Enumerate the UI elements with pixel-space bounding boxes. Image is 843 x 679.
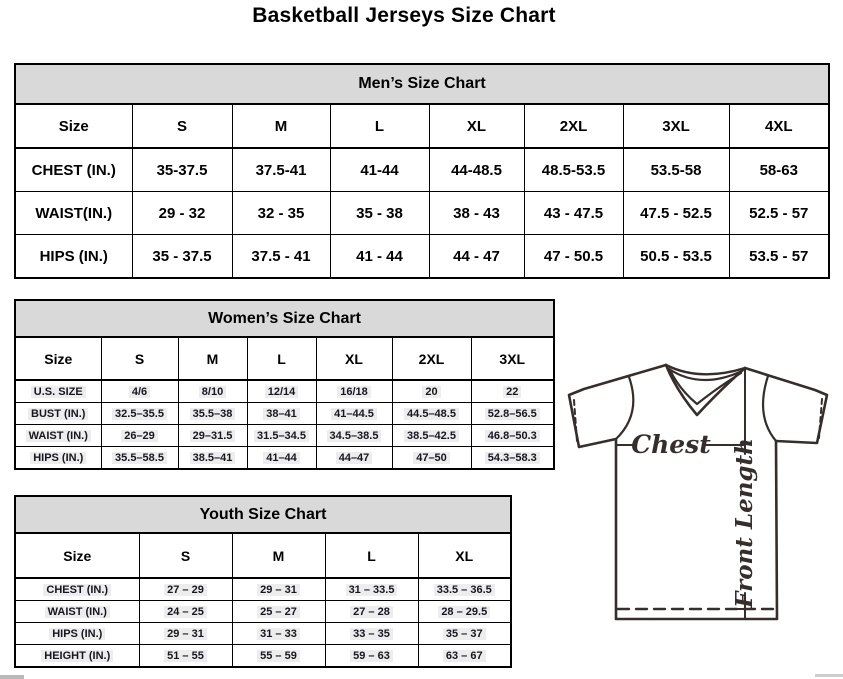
size-value: 51 – 55 xyxy=(164,650,207,662)
size-cell xyxy=(325,601,418,623)
size-cell xyxy=(392,403,471,425)
size-value: 38.5–42.5 xyxy=(404,430,459,442)
header-cell: XL xyxy=(418,533,511,578)
size-value: 63 – 67 xyxy=(443,650,486,662)
size-value: 41–44 xyxy=(263,452,300,464)
size-cell: 52.5 - 57 xyxy=(729,192,829,235)
size-cell: 44-48.5 xyxy=(429,148,524,192)
size-cell xyxy=(392,380,471,403)
table-row xyxy=(15,623,511,645)
size-value: 38.5–41 xyxy=(190,452,236,464)
size-cell: 48.5-53.5 xyxy=(524,148,623,192)
header-cell: 4XL xyxy=(729,104,829,148)
size-cell xyxy=(232,645,325,668)
size-cell xyxy=(325,623,418,645)
size-value: 29 – 31 xyxy=(257,584,300,596)
size-value: 35 – 37 xyxy=(443,628,486,640)
size-cell xyxy=(418,578,511,601)
size-cell: 29 - 32 xyxy=(132,192,232,235)
table-row xyxy=(15,64,829,104)
size-cell xyxy=(178,425,247,447)
header-cell: 2XL xyxy=(524,104,623,148)
size-cell xyxy=(418,645,511,668)
size-value: 33.5 – 36.5 xyxy=(434,584,495,596)
row-label: WAIST (IN.) xyxy=(26,430,91,442)
size-cell xyxy=(316,380,392,403)
size-cell xyxy=(232,578,325,601)
size-cell xyxy=(325,578,418,601)
armhole-seam-right xyxy=(763,376,776,441)
size-cell xyxy=(232,601,325,623)
table-row xyxy=(15,337,554,380)
header-cell: M xyxy=(232,104,330,148)
size-value: 55 – 59 xyxy=(257,650,300,662)
size-value: 52.8–56.5 xyxy=(485,408,540,420)
table-row xyxy=(15,578,511,601)
size-value: 28 – 29.5 xyxy=(438,606,490,618)
size-cell xyxy=(247,425,316,447)
size-cell: 37.5 - 41 xyxy=(232,235,330,279)
size-value: 44–47 xyxy=(336,452,373,464)
table-row xyxy=(15,403,554,425)
size-cell: 35 - 38 xyxy=(330,192,429,235)
row-label-cell xyxy=(15,403,101,425)
table-row xyxy=(15,496,511,533)
header-cell: S xyxy=(101,337,178,380)
size-cell: 50.5 - 53.5 xyxy=(623,235,729,279)
table-row xyxy=(15,148,829,192)
size-cell xyxy=(139,645,232,668)
size-value: 31 – 33.5 xyxy=(346,584,398,596)
chest-label: Chest xyxy=(631,430,711,459)
size-cell: 58-63 xyxy=(729,148,829,192)
size-cell xyxy=(101,403,178,425)
row-label-cell xyxy=(15,623,139,645)
jersey-measurement-diagram xyxy=(560,352,843,630)
header-cell: Size xyxy=(15,104,132,148)
header-cell: L xyxy=(330,104,429,148)
size-value: 8/10 xyxy=(199,386,226,398)
size-cell xyxy=(101,380,178,403)
size-cell: 53.5-58 xyxy=(623,148,729,192)
size-value: 33 – 35 xyxy=(350,628,393,640)
scrollbar-fragment-left[interactable] xyxy=(0,675,24,679)
size-cell: 38 - 43 xyxy=(429,192,524,235)
vneck-outer xyxy=(666,365,745,415)
row-label-cell: CHEST (IN.) xyxy=(15,148,132,192)
size-cell xyxy=(418,623,511,645)
size-cell xyxy=(247,380,316,403)
table-row xyxy=(15,533,511,578)
size-value: 54.3–58.3 xyxy=(485,452,540,464)
size-cell: 53.5 - 57 xyxy=(729,235,829,279)
row-label: U.S. SIZE xyxy=(31,386,86,398)
table-row xyxy=(15,447,554,470)
size-value: 16/18 xyxy=(337,386,371,398)
row-label-cell xyxy=(15,601,139,623)
row-label-cell xyxy=(15,645,139,668)
row-label-cell xyxy=(15,447,101,470)
size-cell xyxy=(325,645,418,668)
table-row xyxy=(15,104,829,148)
size-cell: 43 - 47.5 xyxy=(524,192,623,235)
size-cell xyxy=(139,578,232,601)
size-cell: 41-44 xyxy=(330,148,429,192)
row-label-cell xyxy=(15,380,101,403)
size-cell xyxy=(247,447,316,470)
size-cell xyxy=(139,601,232,623)
header-cell: M xyxy=(232,533,325,578)
size-value: 26–29 xyxy=(121,430,158,442)
size-cell: 32 - 35 xyxy=(232,192,330,235)
size-cell xyxy=(471,447,554,470)
page-title: Basketball Jerseys Size Chart xyxy=(252,4,556,27)
size-cell: 37.5-41 xyxy=(232,148,330,192)
size-value: 32.5–35.5 xyxy=(112,408,167,420)
size-value: 59 – 63 xyxy=(350,650,393,662)
row-label-cell xyxy=(15,578,139,601)
row-label: HIPS (IN.) xyxy=(49,628,105,640)
size-cell: 35-37.5 xyxy=(132,148,232,192)
header-cell: L xyxy=(247,337,316,380)
row-label: HIPS (IN.) xyxy=(30,452,86,464)
size-value: 46.8–50.3 xyxy=(485,430,540,442)
row-label-cell: HIPS (IN.) xyxy=(15,235,132,279)
size-value: 22 xyxy=(503,386,521,398)
table-row xyxy=(15,601,511,623)
size-value: 12/14 xyxy=(265,386,299,398)
size-value: 31.5–34.5 xyxy=(254,430,309,442)
size-cell: 47 - 50.5 xyxy=(524,235,623,279)
row-label: CHEST (IN.) xyxy=(43,584,111,596)
row-label: BUST (IN.) xyxy=(28,408,88,420)
youth-table-title: Youth Size Chart xyxy=(15,496,511,533)
size-value: 27 – 29 xyxy=(164,584,207,596)
size-cell xyxy=(471,380,554,403)
size-cell xyxy=(471,403,554,425)
size-cell xyxy=(316,447,392,470)
header-cell: L xyxy=(325,533,418,578)
size-value: 27 – 28 xyxy=(350,606,393,618)
size-value: 31 – 33 xyxy=(257,628,300,640)
size-cell xyxy=(247,403,316,425)
size-cell xyxy=(316,403,392,425)
size-value: 44.5–48.5 xyxy=(404,408,459,420)
header-cell: Size xyxy=(15,337,101,380)
size-cell: 44 - 47 xyxy=(429,235,524,279)
size-cell xyxy=(178,380,247,403)
table-row xyxy=(15,300,554,337)
mens-size-table xyxy=(14,63,830,279)
size-cell xyxy=(139,623,232,645)
size-cell xyxy=(232,623,325,645)
table-row xyxy=(15,425,554,447)
size-cell: 35 - 37.5 xyxy=(132,235,232,279)
womens-size-table xyxy=(14,299,555,470)
header-cell: M xyxy=(178,337,247,380)
size-cell: 47.5 - 52.5 xyxy=(623,192,729,235)
size-value: 24 – 25 xyxy=(164,606,207,618)
youth-size-table xyxy=(14,495,512,668)
size-value: 25 – 27 xyxy=(257,606,300,618)
table-row xyxy=(15,645,511,668)
size-value: 35.5–38 xyxy=(190,408,236,420)
size-value: 41–44.5 xyxy=(331,408,377,420)
row-label: WAIST (IN.) xyxy=(45,606,110,618)
size-value: 29 – 31 xyxy=(164,628,207,640)
table-row xyxy=(15,192,829,235)
header-cell: Size xyxy=(15,533,139,578)
row-label-cell: WAIST(IN.) xyxy=(15,192,132,235)
size-cell: 41 - 44 xyxy=(330,235,429,279)
size-cell xyxy=(178,447,247,470)
header-cell: XL xyxy=(429,104,524,148)
size-value: 29–31.5 xyxy=(190,430,236,442)
womens-table-title: Women’s Size Chart xyxy=(15,300,554,337)
size-value: 35.5–58.5 xyxy=(112,452,167,464)
header-cell: 2XL xyxy=(392,337,471,380)
size-value: 38–41 xyxy=(263,408,300,420)
table-row xyxy=(15,380,554,403)
size-value: 47–50 xyxy=(413,452,450,464)
size-value: 20 xyxy=(422,386,440,398)
scrollbar-fragment-right[interactable] xyxy=(815,674,843,677)
header-cell: S xyxy=(132,104,232,148)
front-length-label: Front Length xyxy=(731,438,758,608)
row-label-cell xyxy=(15,425,101,447)
size-value: 34.5–38.5 xyxy=(327,430,382,442)
size-cell xyxy=(316,425,392,447)
size-cell xyxy=(178,403,247,425)
size-cell xyxy=(471,425,554,447)
size-cell xyxy=(418,601,511,623)
size-cell xyxy=(392,447,471,470)
header-cell: XL xyxy=(316,337,392,380)
size-cell xyxy=(101,447,178,470)
size-cell xyxy=(101,425,178,447)
size-value: 4/6 xyxy=(129,386,150,398)
mens-table-title: Men’s Size Chart xyxy=(15,64,829,104)
row-label: HEIGHT (IN.) xyxy=(41,650,113,662)
header-cell: S xyxy=(139,533,232,578)
header-cell: 3XL xyxy=(623,104,729,148)
size-cell xyxy=(392,425,471,447)
header-cell: 3XL xyxy=(471,337,554,380)
table-row xyxy=(15,235,829,279)
